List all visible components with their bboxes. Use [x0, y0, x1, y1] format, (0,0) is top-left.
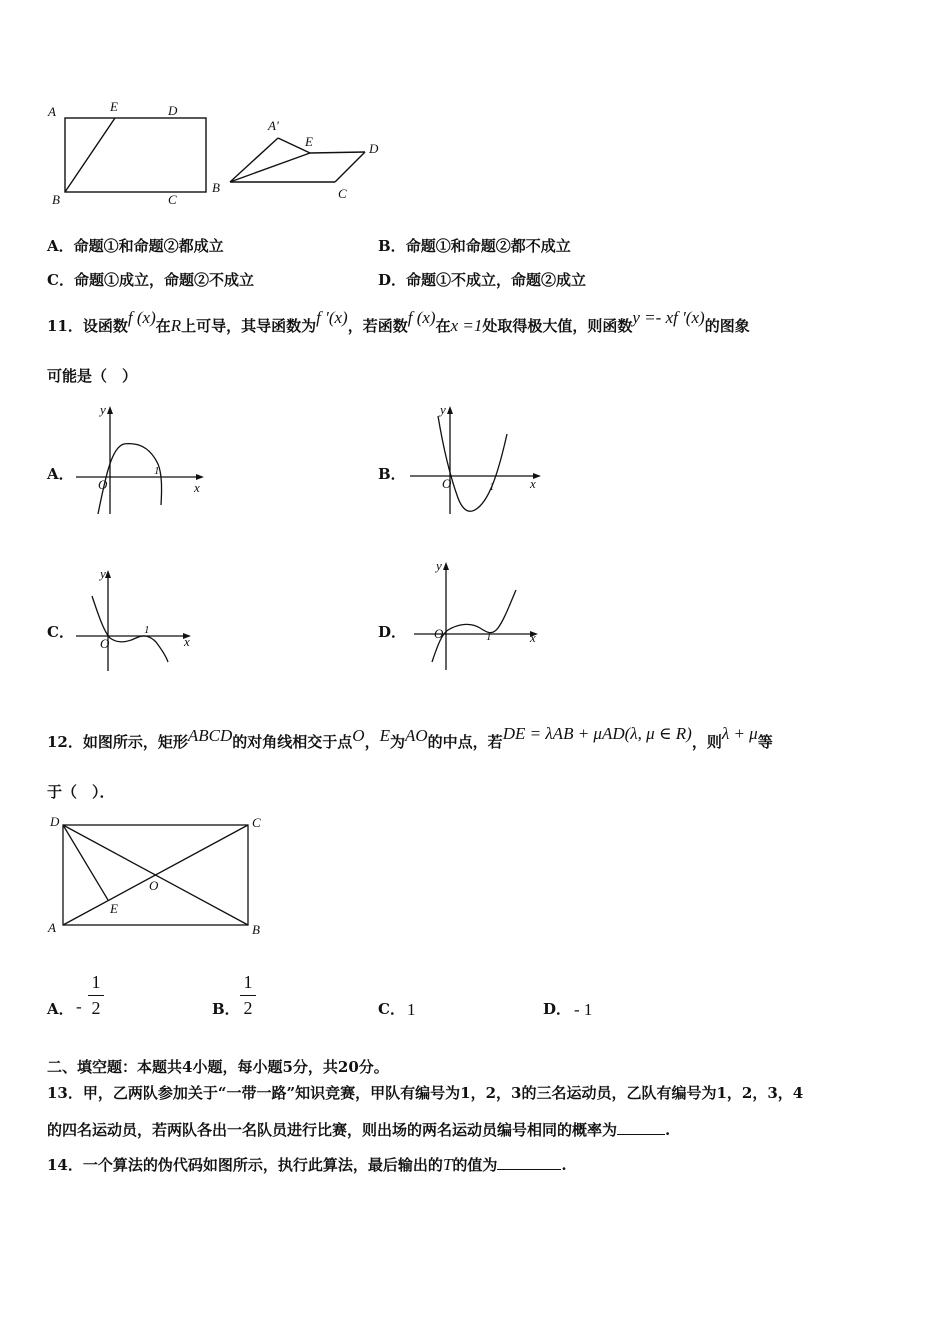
- q11-option-d-letter: D．: [378, 623, 407, 641]
- curve: [432, 590, 516, 662]
- q11-text: 的图象: [704, 317, 750, 335]
- q12-option-b-fraction: [240, 972, 256, 1019]
- q11-text: 在: [155, 317, 171, 335]
- q13-line1: 13．甲，乙两队参加关于“一带一路”知识竞赛，甲队有编号为1，2，3的三名运动员，乙队有编号为1，2，3，4: [47, 1084, 804, 1102]
- y-label: y: [100, 402, 106, 417]
- q11-stem-line1: [47, 308, 750, 336]
- q12-option-b-letter: B．: [212, 1000, 240, 1018]
- q10-option-c: [47, 270, 254, 290]
- label-c: C: [252, 815, 261, 830]
- q12-option-d-value: - 1: [574, 1000, 593, 1019]
- denominator: 2: [91, 998, 101, 1018]
- x-label: x: [194, 480, 200, 495]
- origin-label: O: [98, 477, 108, 492]
- q12-text: ，则: [691, 733, 722, 751]
- curve: [438, 416, 507, 511]
- label-c2: C: [338, 186, 347, 201]
- q12-text: 的对角线相交于点: [232, 733, 353, 751]
- q12-math-abcd: ABCD: [187, 726, 233, 745]
- q11-math-y: y =- xf ′(x): [632, 308, 705, 327]
- q12-text: 等: [757, 733, 773, 751]
- label-o: O: [149, 878, 159, 893]
- q11-text: 上可导，其导函数为: [181, 317, 317, 335]
- label-a: A: [48, 104, 56, 119]
- option-letter: C．: [47, 271, 74, 289]
- label-e: E: [110, 99, 118, 114]
- one-label: 1: [489, 481, 495, 493]
- q12-math-ao: AO: [405, 726, 428, 745]
- fraction-bar: [88, 995, 104, 996]
- denominator: 2: [243, 998, 253, 1018]
- q11-number: 11．: [47, 317, 83, 335]
- rectangle-abcd: [65, 118, 206, 192]
- q11-text: 在: [435, 317, 451, 335]
- option-letter: D．: [378, 271, 407, 289]
- q13-text: 的四名运动员，若两队各出一名队员进行比赛，则出场的两名运动员编号相同的概率为: [47, 1121, 618, 1139]
- q11-graph-a: [76, 402, 206, 520]
- q11-stem-line2: 可能是（ ）: [47, 367, 138, 385]
- q13-period: .: [665, 1121, 671, 1139]
- one-label: 1: [154, 465, 160, 477]
- q12-text: 为: [389, 733, 405, 751]
- label-d: D: [168, 103, 178, 118]
- q12-text: 的中点，若: [427, 733, 503, 751]
- q13-answer-blank[interactable]: [617, 1120, 665, 1135]
- q10-option-d: [378, 270, 586, 290]
- q11-option-a-letter: A．: [47, 465, 74, 483]
- q12-option-d-letter: D．: [543, 1000, 572, 1018]
- label-b: B: [252, 922, 260, 937]
- q11-text: 设函数: [82, 317, 128, 335]
- q14-text: 的值为: [452, 1156, 498, 1174]
- q11-option-c-letter: C．: [47, 623, 74, 641]
- origin-label: O: [100, 636, 110, 651]
- x-label: x: [184, 634, 190, 649]
- label-e: E: [110, 901, 118, 916]
- q10-option-a: [47, 236, 224, 256]
- q14-answer-blank[interactable]: [497, 1155, 561, 1170]
- q12-option-c-letter: C．: [378, 1000, 405, 1018]
- option-letter: A．: [47, 237, 74, 255]
- q10-figure: [40, 98, 400, 213]
- q12-text: 如图所示，矩形: [82, 733, 188, 751]
- q12-math-e: E: [379, 726, 390, 745]
- label-a-prime: A': [268, 118, 279, 133]
- origin-label: O: [434, 626, 444, 641]
- q12-stem-line1: [47, 724, 773, 752]
- q11-graph-c: [76, 566, 196, 676]
- q11-math-fx: f (x): [127, 308, 156, 327]
- q13-line2: [47, 1120, 670, 1140]
- q12-stem-line2: 于（ ）．: [47, 783, 115, 801]
- curve: [92, 596, 168, 662]
- y-label: y: [440, 402, 446, 417]
- x-label: x: [530, 476, 536, 491]
- section-heading: 二、填空题：本题共4小题，每小题5分，共20分。: [47, 1058, 389, 1076]
- segment-de: [63, 825, 108, 900]
- one-label: 1: [144, 624, 150, 636]
- one-label: 1: [486, 631, 492, 643]
- q11-graph-b: [410, 402, 545, 520]
- q12-option-a-fraction: [88, 972, 104, 1019]
- q14-text: 14．一个算法的伪代码如图所示，执行此算法，最后输出的: [47, 1156, 443, 1174]
- q12-figure: [44, 812, 274, 940]
- q12-option-a-sign: -: [76, 997, 82, 1016]
- option-text: 命题①和命题②都成立: [73, 237, 224, 255]
- q14-period: .: [561, 1156, 567, 1174]
- q12-math-o: O: [352, 726, 365, 745]
- label-b: B: [52, 192, 60, 207]
- q11-math-fprime: f ′(x): [316, 308, 348, 327]
- curve: [98, 444, 162, 514]
- label-b2: B: [212, 180, 220, 195]
- option-letter: B．: [378, 237, 406, 255]
- q12-text: ，: [364, 733, 380, 751]
- q11-graph-d: [414, 558, 544, 678]
- q11-math-x1: x =1: [450, 316, 483, 335]
- q11-math-r: R: [170, 316, 182, 335]
- q11-math-fx2: f (x): [407, 308, 436, 327]
- q12-math-lambda-mu: λ + μ: [721, 724, 758, 743]
- x-label: x: [530, 630, 536, 645]
- y-label: y: [436, 558, 442, 573]
- y-label: y: [100, 566, 106, 581]
- q14-math-t: T: [442, 1155, 453, 1174]
- label-a: A: [48, 920, 56, 935]
- origin-label: O: [442, 476, 452, 491]
- q11-text: 处取得极大值，则函数: [482, 317, 633, 335]
- folded-figure: [230, 138, 365, 182]
- q11-text: ，若函数: [347, 317, 408, 335]
- label-e2: E: [305, 134, 313, 149]
- fraction-bar: [240, 995, 256, 996]
- q12-math-de: DE = λAB + μAD(λ, μ ∈ R): [502, 724, 692, 743]
- numerator: 1: [91, 972, 101, 992]
- label-c: C: [168, 192, 177, 207]
- q14-line: [47, 1155, 567, 1175]
- q11-option-b-letter: B．: [378, 465, 406, 483]
- q10-option-b: [378, 236, 571, 256]
- q12-option-c-value: 1: [407, 1000, 416, 1019]
- label-d: D: [50, 814, 60, 829]
- numerator: 1: [243, 972, 253, 992]
- q12-option-a-letter: A．: [47, 1000, 74, 1018]
- option-text: 命题①成立，命题②不成立: [73, 271, 254, 289]
- option-text: 命题①不成立，命题②成立: [406, 271, 587, 289]
- option-text: 命题①和命题②都不成立: [405, 237, 571, 255]
- label-d2: D: [369, 141, 379, 156]
- q12-number: 12．: [47, 733, 83, 751]
